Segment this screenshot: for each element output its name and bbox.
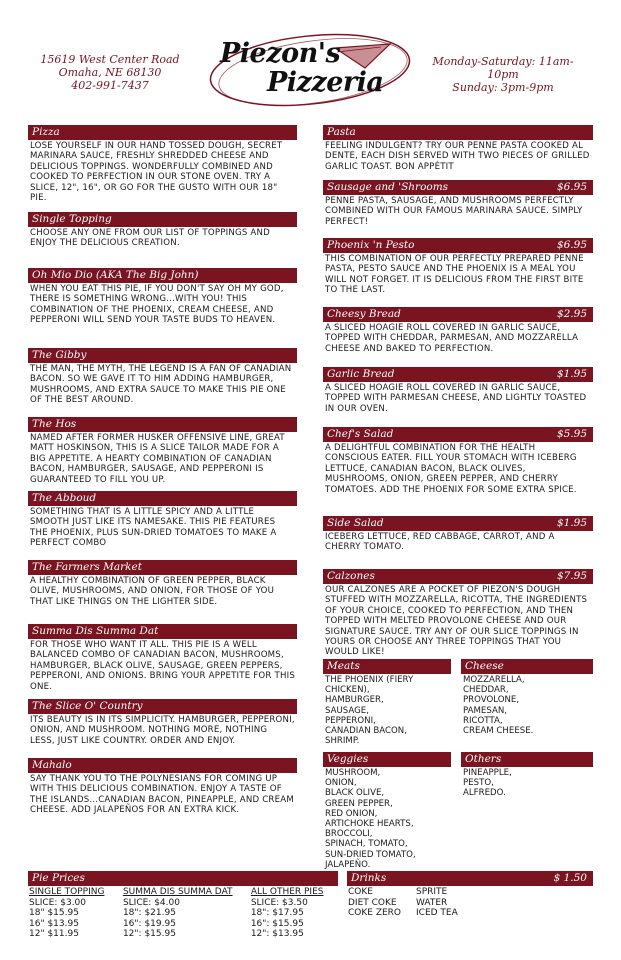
menu-section-pasta: [323, 125, 593, 172]
price-row: 16" $13.95: [29, 918, 79, 929]
drinks-list: [347, 886, 593, 919]
toppings-title: Veggies: [327, 753, 369, 765]
topping-item: RICOTTA,: [463, 715, 503, 726]
price-row: 12" $11.95: [29, 929, 79, 940]
hours-sunday: Sunday: 3pm-9pm: [452, 81, 554, 94]
item-title: Side Salad: [327, 517, 384, 529]
toppings-meats: [323, 659, 451, 746]
section-description: FOR THOSE WHO WANT IT ALL. THIS PIE IS A WELL BALANCED COMBO OF CANADIAN BACON, MUSHROOMS, HAMBURGER, BLACK OLIVE, SAUSAGE, GREEN PEPPERS, PEPPERONI, AND ONIONS. BRING YOUR APPETITE FOR THIS ONE.: [30, 640, 295, 692]
topping-item: PEPPERONI,: [325, 715, 376, 726]
price-row: 12": $15.95: [122, 929, 176, 940]
toppings-list: [461, 767, 593, 799]
price-row: 16": $15.95: [250, 918, 304, 929]
price-row: 18" $15.95: [29, 908, 79, 919]
item-price: $1.95: [556, 368, 587, 380]
menu-item-phoenix-n-pesto: [323, 238, 593, 296]
drink-item: SPRITE: [416, 887, 448, 897]
section-title: The Farmers Market: [32, 561, 142, 573]
topping-item: PINEAPPLE,: [463, 768, 512, 778]
price-column-single-topping: [29, 887, 123, 940]
item-price: $1.95: [556, 517, 587, 529]
menu-section-single-topping: [28, 212, 297, 249]
topping-item: SHRIMP.: [325, 736, 360, 747]
phone-number: 402-991-7437: [71, 79, 149, 92]
price-row: SLICE: $3.00: [29, 897, 87, 908]
price-column-header: ALL OTHER PIES: [250, 887, 324, 897]
price-row: 12": $13.95: [250, 929, 304, 940]
topping-item: PAMESAN,: [463, 705, 508, 716]
item-title: Sausage and 'Shrooms: [327, 181, 449, 193]
item-title: Cheesy Bread: [327, 308, 401, 320]
toppings-veggies: [323, 752, 451, 870]
topping-item: MUSHROOM,: [325, 768, 381, 778]
topping-item: ONION,: [325, 778, 357, 789]
drink-item: DIET COKE: [348, 897, 397, 908]
topping-item: THE PHOENIX (FIERY CHICKEN),: [325, 675, 414, 696]
drink-item: COKE: [348, 887, 373, 897]
section-title: Mahalo: [32, 759, 72, 771]
toppings-title: Cheese: [465, 660, 504, 672]
drinks-title: Drinks: [351, 872, 387, 884]
item-description: A DELIGHTFUL COMBINATION FOR THE HEALTH CONSCIOUS EATER. FILL YOUR STOMACH WITH ICEBERG LETTUCE, CANADIAN BACON, BLACK OLIVES, MUSHROOMS, ONION, GREEN PEPPER, AND CHERRY TOMATOES. ADD THE PHOENIX FOR SOME EXTRA SPICE.: [325, 443, 577, 495]
logo-text-piezons: Piezon's: [220, 38, 341, 69]
menu-section-pizza: [28, 125, 297, 203]
section-title: Oh Mio Dio (AKA The Big John): [32, 269, 199, 281]
item-description: A SLICED HOAGIE ROLL COVERED IN GARLIC SAUCE, TOPPED WITH CHEDDAR, PARMESAN, AND MOZZARELLA CHEESE AND BAKED TO PERFECTION.: [325, 323, 579, 354]
topping-item: HAMBURGER,: [325, 695, 384, 706]
menu-section-slice-o-country: [28, 699, 297, 746]
price-row: 16": $19.95: [122, 918, 176, 929]
price-row: SLICE: $4.00: [122, 897, 180, 908]
topping-item: CANADIAN BACON,: [325, 726, 407, 737]
section-description: A HEALTHY COMBINATION OF GREEN PEPPER, BLACK OLIVE, MUSHROOMS, AND ONION, FOR THOSE OF YOU THAT LIKE THINGS ON THE LIGHTER SIDE.: [30, 576, 275, 607]
business-hours: [428, 55, 578, 94]
section-description: NAMED AFTER FORMER HUSKER OFFENSIVE LINE, GREAT MATT HOSKINSON, THIS IS A SLICE TAILOR MADE FOR A BIG APPETITE. A HEARTY COMBINATION OF CANADIAN BACON, HAMBURGER, SAUSAGE, AND PEPPERONI IS GUARANTEED TO FILL YOU UP.: [30, 433, 285, 485]
menu-item-side-salad: [323, 516, 593, 553]
toppings-list: [461, 674, 593, 736]
topping-item: BLACK OLIVE,: [325, 788, 385, 799]
topping-item: PROVOLONE,: [463, 695, 520, 706]
item-description: THIS COMBINATION OF OUR PERFECTLY PREPARED PENNE PASTA, PESTO SAUCE AND THE PHOENIX IS A MEAL YOU WILL NOT FORGET. IT IS DELICIOUS FROM THE FIRST BITE TO THE LAST.: [325, 254, 584, 296]
drink-item: COKE ZERO: [348, 908, 402, 919]
topping-item: SAUSAGE,: [325, 705, 369, 716]
item-title: Phoenix 'n Pesto: [327, 239, 415, 251]
menu-item-chefs-salad: [323, 427, 593, 495]
menu-item-garlic-bread: [323, 367, 593, 414]
price-row: SLICE: $3.50: [250, 897, 308, 908]
topping-item: SPINACH, TOMATO,: [325, 839, 408, 850]
pie-prices-section: [28, 871, 338, 940]
toppings-title: Meats: [327, 660, 360, 672]
price-column-summa-dis-summa-dat: [123, 887, 251, 940]
topping-item: SUN-DRIED TOMATO,: [325, 849, 416, 860]
topping-item: JALAPEÑO.: [325, 859, 371, 870]
pie-prices-table: [28, 886, 338, 940]
section-description: ITS BEAUTY IS IN ITS SIMPLICITY. HAMBURGER, PEPPERONI, ONION, AND MUSHROOM. NOTHING MORE, NOTHING LESS, JUST LIKE COUNTRY. ORDER AND ENJOY.: [30, 715, 295, 746]
section-description: OUR CALZONES ARE A POCKET OF PIEZON'S DOUGH STUFFED WITH MOZZARELLA, RICOTTA, THE INGREDIENTS OF YOUR CHOICE, COOKED TO PERFECTION, AND THEN TOPPED WITH MELTED PROVOLONE CHEESE AND OUR SIGNATURE SAUCE. TRY ANY OF OUR SLICE TOPPINGS IN YOURS OR CHOOSE ANY THREE TOPPINGS THAT YOU WOULD LIKE!: [325, 585, 588, 658]
section-title: Pizza: [32, 126, 60, 138]
menu-section-the-gibby: [28, 348, 297, 406]
address-line-2: Omaha, NE 68130: [58, 66, 162, 79]
menu-section-the-abboud: [28, 491, 297, 549]
price-column-header: SUMMA DIS SUMMA DAT: [122, 887, 233, 897]
item-title: Garlic Bread: [327, 368, 395, 380]
toppings-cheese: [461, 659, 593, 736]
section-title: The Slice O' Country: [32, 700, 143, 712]
topping-item: CHEDDAR,: [463, 685, 509, 696]
menu-section-farmers-market: [28, 560, 297, 607]
drinks-section: [347, 871, 593, 919]
menu-item-sausage-and-shrooms: [323, 180, 593, 227]
topping-item: ARTICHOKE HEARTS,: [325, 819, 414, 830]
section-description: CHOOSE ANY ONE FROM OUR LIST OF TOPPINGS AND ENJOY THE DELICIOUS CREATION.: [30, 228, 270, 249]
toppings-list: [323, 674, 451, 746]
drinks-price: $ 1.50: [553, 872, 587, 884]
section-description: LOSE YOURSELF IN OUR HAND TOSSED DOUGH, SECRET MARINARA SAUCE, FRESHLY SHREDDED CHEESE AND DELICIOUS TOPPINGS. WONDERFULLY COMBINED AND COOKED TO PERFECTION IN OUR STONE OVEN. TRY A SLICE, 12", 16", OR GO FOR THE GUSTO WITH OUR 18" PIE.: [30, 141, 283, 204]
pie-prices-title: Pie Prices: [32, 872, 85, 884]
price-column-header: SINGLE TOPPING: [29, 887, 105, 897]
topping-item: BROCCOLI,: [325, 829, 373, 840]
address-line-1: 15619 West Center Road: [40, 53, 180, 66]
price-row: 18": $17.95: [250, 908, 304, 919]
topping-item: ALFREDO.: [463, 788, 506, 799]
menu-item-cheesy-bread: [323, 307, 593, 354]
restaurant-address: [40, 53, 180, 92]
item-price: $2.95: [556, 308, 587, 320]
item-title: Chef's Salad: [327, 428, 394, 440]
topping-item: GREEN PEPPER,: [325, 798, 393, 809]
topping-item: RED ONION,: [325, 808, 378, 819]
section-description: FEELING INDULGENT? TRY OUR PENNE PASTA COOKED AL DENTE, EACH DISH SERVED WITH TWO PIECES OF GRILLED GARLIC TOAST. BON APPÉTIT: [325, 141, 590, 172]
restaurant-logo: [205, 30, 415, 108]
topping-item: MOZZARELLA,: [463, 675, 525, 685]
menu-section-the-hos: [28, 417, 297, 485]
price-row: 18": $21.95: [122, 908, 176, 919]
section-title: Calzones: [327, 570, 375, 582]
toppings-title: Others: [465, 753, 502, 765]
menu-section-mahalo: [28, 758, 297, 816]
item-price: $5.95: [556, 428, 587, 440]
section-title: The Hos: [32, 418, 77, 430]
item-description: A SLICED HOAGIE ROLL COVERED IN GARLIC SAUCE, TOPPED WITH PARMESAN CHEESE, AND LIGHTLY TOASTED IN OUR OVEN.: [325, 383, 587, 414]
section-description: THE MAN, THE MYTH, THE LEGEND IS A FAN OF CANADIAN BACON. SO WE GAVE IT TO HIM ADDING HAMBURGER, MUSHROOMS, AND EXTRA SAUCE TO MAKE THIS PIE ONE OF THE BEST AROUND.: [30, 364, 292, 406]
drink-item: ICED TEA: [416, 908, 458, 919]
item-description: PENNE PASTA, SAUSAGE, AND MUSHROOMS PERFECTLY COMBINED WITH OUR FAMOUS MARINARA SAUCE. SIMPLY PERFECT!: [325, 196, 583, 227]
section-title: Pasta: [327, 126, 356, 138]
menu-section-oh-mio-dio: [28, 268, 297, 326]
section-price: $7.95: [556, 570, 587, 582]
toppings-list: [323, 767, 451, 870]
section-description: SAY THANK YOU TO THE POLYNESIANS FOR COMING UP WITH THIS DELICIOUS COMBINATION. ENJOY A TASTE OF THE ISLANDS...CANADIAN BACON, PINEAPPLE, AND CREAM CHEESE. ADD JALAPEÑOS FOR AN EXTRA KICK.: [30, 774, 294, 816]
section-title: Single Topping: [32, 213, 112, 225]
topping-item: PESTO,: [463, 778, 494, 789]
item-price: $6.95: [556, 181, 587, 193]
menu-section-summa-dis-summa-dat: [28, 624, 297, 692]
menu-section-calzones: [323, 569, 593, 658]
hours-weekday: Monday-Saturday: 11am-10pm: [432, 55, 574, 81]
section-title: The Abboud: [32, 492, 97, 504]
item-description: ICEBERG LETTUCE, RED CABBAGE, CARROT, AND A CHERRY TOMATO.: [325, 532, 555, 553]
section-title: The Gibby: [32, 349, 87, 361]
logo-text-pizzeria: Pizzeria: [267, 67, 384, 98]
section-description: WHEN YOU EAT THIS PIE, IF YOU DON'T SAY OH MY GOD, THERE IS SOMETHING WRONG...WITH YOU! THIS COMBINATION OF THE PHOENIX, CREAM CHEESE, AND PEPPERONI WILL SEND YOUR TASTE BUDS TO HEAVEN.: [30, 284, 284, 326]
topping-item: CREAM CHEESE.: [463, 726, 534, 737]
price-column-all-other-pies: [251, 887, 338, 940]
item-price: $6.95: [556, 239, 587, 251]
toppings-others: [461, 752, 593, 799]
section-description: SOMETHING THAT IS A LITTLE SPICY AND A LITTLE SMOOTH JUST LIKE ITS NAMESAKE. THIS PIE FEATURES THE PHOENIX, PLUS SUN-DRIED TOMATOES TO MAKE A PERFECT COMBO: [30, 507, 277, 549]
drink-item: WATER: [416, 897, 448, 908]
section-title: Summa Dis Summa Dat: [32, 625, 159, 637]
